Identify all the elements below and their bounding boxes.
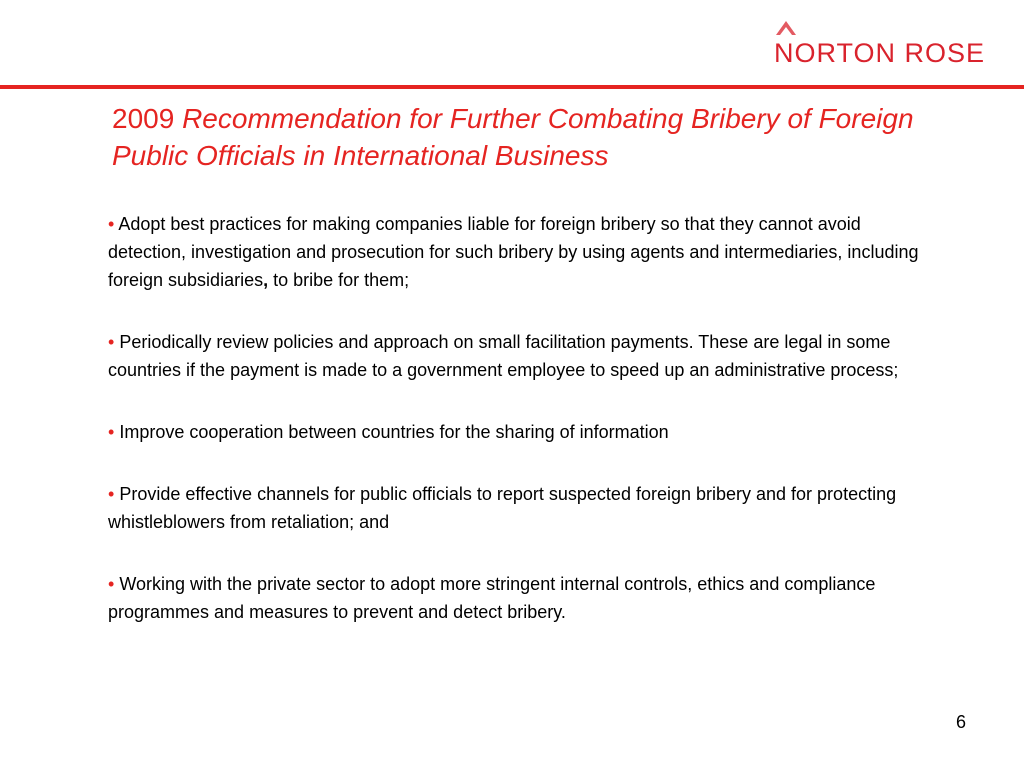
slide-title <box>112 100 972 174</box>
bullet-marker: • <box>108 574 115 594</box>
chevron-logo-icon <box>774 18 798 36</box>
bullet-text: Adopt best practices for making companies liable for foreign bribery so that they cannot avoid detection, investigation and prosecution for such bribery by using agents and intermediaries, including foreign subsidiaries <box>108 214 919 290</box>
bullet-bold-comma: , <box>263 270 269 290</box>
title-italic: Recommendation for Further Combating Bribery of Foreign Public Officials in International Business <box>112 103 914 171</box>
norton-rose-logo <box>774 18 998 70</box>
bullet-marker: • <box>108 484 115 504</box>
bullet-list <box>108 210 928 660</box>
bullet-text: Working with the private sector to adopt more stringent internal controls, ethics and compliance programmes and measures to prevent and detect bribery. <box>108 574 876 622</box>
bullet-marker: • <box>108 214 115 234</box>
bullet-text-continued: to bribe for them; <box>268 270 410 290</box>
header-divider <box>0 85 1024 89</box>
bullet-text: Improve cooperation between countries for the sharing of information <box>119 422 669 442</box>
page-number: 6 <box>955 712 966 732</box>
bullet-marker: • <box>108 422 115 442</box>
bullet-text: Provide effective channels for public officials to report suspected foreign bribery and for protecting whistleblowers from retaliation; and <box>108 484 897 532</box>
bullet-item <box>108 210 928 294</box>
logo-wordmark: NORTON ROSE <box>774 38 986 68</box>
title-year: 2009 <box>112 103 175 134</box>
bullet-text: Periodically review policies and approach on small facilitation payments. These are legal in some countries if the payment is made to a government employee to speed up an administrative process; <box>108 332 899 380</box>
bullet-item <box>108 480 928 536</box>
bullet-item <box>108 328 928 384</box>
bullet-marker: • <box>108 332 115 352</box>
bullet-item <box>108 570 928 626</box>
bullet-item <box>108 418 928 446</box>
